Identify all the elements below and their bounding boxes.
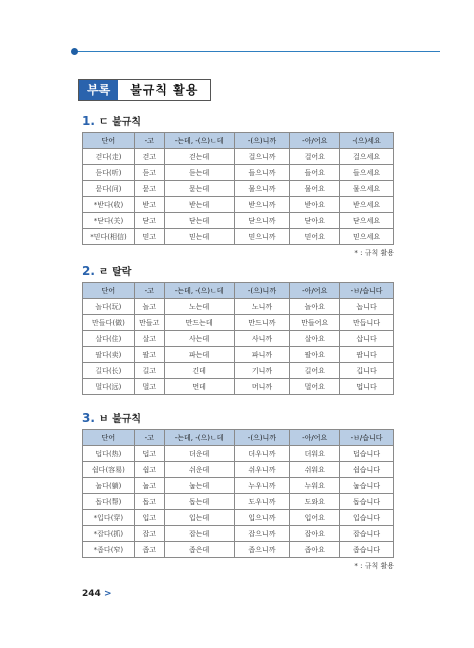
- table-row: [83, 526, 394, 542]
- table-row: [83, 379, 394, 395]
- header-cell: -(으)니까: [234, 283, 290, 299]
- table-cell: 멉니다: [340, 379, 394, 395]
- table-cell: 놀고: [134, 299, 164, 315]
- table-cell: 잡습니다: [340, 526, 394, 542]
- table-row: [83, 331, 394, 347]
- top-rule: [74, 51, 440, 52]
- table-cell: 닫으세요: [340, 213, 394, 229]
- table-cell: 덥습니다: [340, 446, 394, 462]
- header-cell: -고: [134, 430, 164, 446]
- word-cell: *입다(穿): [83, 510, 135, 526]
- table-cell: 받아요: [290, 197, 340, 213]
- table-cell: 쉬운데: [164, 462, 234, 478]
- word-cell: *좁다(窄): [83, 542, 135, 558]
- page-number-text: 244: [82, 589, 101, 599]
- table-cell: 더우니까: [234, 446, 290, 462]
- header-cell: -아/어요: [290, 283, 340, 299]
- table-cell: 믿으니까: [234, 229, 290, 245]
- table-cell: 잡으니까: [234, 526, 290, 542]
- table-cell: 팔고: [134, 347, 164, 363]
- header-cell: 단어: [83, 430, 135, 446]
- header-cell: -(으)니까: [234, 133, 290, 149]
- table-cell: 믿어요: [290, 229, 340, 245]
- table-cell: 닫고: [134, 213, 164, 229]
- table-cell: 받으니까: [234, 197, 290, 213]
- word-cell: *믿다(相信): [83, 229, 135, 245]
- section-number: 3.: [82, 411, 95, 425]
- section-title: [82, 264, 394, 278]
- table-cell: 놀아요: [290, 299, 340, 315]
- word-cell: 길다(长): [83, 363, 135, 379]
- table-row: [83, 446, 394, 462]
- table-cell: 돕는데: [164, 494, 234, 510]
- appendix-header: [78, 79, 211, 101]
- table-row: [83, 363, 394, 379]
- header-cell: -ㅂ/습니다: [340, 283, 394, 299]
- table-row: [83, 181, 394, 197]
- table-cell: 팝니다: [340, 347, 394, 363]
- section-number: 1.: [82, 114, 95, 128]
- table-cell: 들어요: [290, 165, 340, 181]
- table-header-row: [83, 430, 394, 446]
- table-cell: 받으세요: [340, 197, 394, 213]
- table-cell: 팔아요: [290, 347, 340, 363]
- table-row: [83, 299, 394, 315]
- table-cell: 쉬우니까: [234, 462, 290, 478]
- word-cell: 듣다(听): [83, 165, 135, 181]
- table-cell: 돕습니다: [340, 494, 394, 510]
- table-row: [83, 542, 394, 558]
- table-cell: 멀어요: [290, 379, 340, 395]
- word-cell: 놀다(玩): [83, 299, 135, 315]
- word-cell: 눕다(躺): [83, 478, 135, 494]
- table-row: [83, 213, 394, 229]
- table-cell: 누우니까: [234, 478, 290, 494]
- word-cell: 멀다(远): [83, 379, 135, 395]
- table-cell: 받고: [134, 197, 164, 213]
- table-cell: 눕는데: [164, 478, 234, 494]
- table-cell: 걸어요: [290, 149, 340, 165]
- table-row: [83, 315, 394, 331]
- table-cell: 만들어요: [290, 315, 340, 331]
- word-cell: 덥다(热): [83, 446, 135, 462]
- table-cell: 좁습니다: [340, 542, 394, 558]
- table-cell: 믿는데: [164, 229, 234, 245]
- table-cell: 도와요: [290, 494, 340, 510]
- table-cell: 노는데: [164, 299, 234, 315]
- table-cell: 눕고: [134, 478, 164, 494]
- table-cell: 쉽습니다: [340, 462, 394, 478]
- table-cell: 머니까: [234, 379, 290, 395]
- conjugation-table: [82, 132, 394, 245]
- table-cell: 쉬워요: [290, 462, 340, 478]
- table-cell: 입으니까: [234, 510, 290, 526]
- table-cell: 살아요: [290, 331, 340, 347]
- section-b-irregular: [82, 411, 394, 571]
- table-cell: 눕습니다: [340, 478, 394, 494]
- table-cell: 삽니다: [340, 331, 394, 347]
- word-cell: *잡다(抓): [83, 526, 135, 542]
- header-cell: -고: [134, 133, 164, 149]
- section-title-text: ㅂ 불규칙: [98, 414, 142, 425]
- table-cell: 긴데: [164, 363, 234, 379]
- section-title: [82, 411, 394, 425]
- table-cell: 듣는데: [164, 165, 234, 181]
- table-cell: 길고: [134, 363, 164, 379]
- table-cell: 듣고: [134, 165, 164, 181]
- table-cell: 사니까: [234, 331, 290, 347]
- table-cell: 쉽고: [134, 462, 164, 478]
- conjugation-table: [82, 282, 394, 395]
- table-cell: 덥고: [134, 446, 164, 462]
- table-cell: 걸으세요: [340, 149, 394, 165]
- top-rule-dot: [71, 48, 78, 55]
- regular-conjugation-note: * : 규칙 활용: [354, 562, 394, 570]
- table-cell: 좁은데: [164, 542, 234, 558]
- table-cell: 노니까: [234, 299, 290, 315]
- section-title-text: ㄷ 불규칙: [98, 117, 142, 128]
- header-cell: -는데, -(으)ㄴ데: [164, 430, 234, 446]
- table-cell: 잡는데: [164, 526, 234, 542]
- table-cell: 걸으니까: [234, 149, 290, 165]
- word-cell: 만들다(做): [83, 315, 135, 331]
- table-cell: 걷는데: [164, 149, 234, 165]
- header-cell: -(으)니까: [234, 430, 290, 446]
- table-cell: 입는데: [164, 510, 234, 526]
- header-cell: -는데, -(으)ㄴ데: [164, 133, 234, 149]
- table-cell: 물어요: [290, 181, 340, 197]
- word-cell: *닫다(关): [83, 213, 135, 229]
- appendix-title: 불규칙 활용: [118, 80, 210, 100]
- header-cell: -고: [134, 283, 164, 299]
- table-cell: 좁아요: [290, 542, 340, 558]
- section-d-irregular: [82, 114, 394, 258]
- section-title-text: ㄹ 탈락: [98, 267, 132, 278]
- table-row: [83, 197, 394, 213]
- table-cell: 묻고: [134, 181, 164, 197]
- table-cell: 길어요: [290, 363, 340, 379]
- table-cell: 믿으세요: [340, 229, 394, 245]
- table-cell: 좁으니까: [234, 542, 290, 558]
- table-cell: 누워요: [290, 478, 340, 494]
- table-row: [83, 510, 394, 526]
- table-cell: 믿고: [134, 229, 164, 245]
- table-cell: 닫는데: [164, 213, 234, 229]
- appendix-tag: 부록: [79, 80, 118, 100]
- word-cell: 묻다(问): [83, 181, 135, 197]
- table-row: [83, 494, 394, 510]
- page-number: [82, 589, 111, 599]
- header-cell: -아/어요: [290, 430, 340, 446]
- word-cell: 살다(住): [83, 331, 135, 347]
- table-cell: 만들고: [134, 315, 164, 331]
- conjugation-table: [82, 429, 394, 558]
- table-cell: 닫아요: [290, 213, 340, 229]
- table-row: [83, 478, 394, 494]
- table-cell: 파는데: [164, 347, 234, 363]
- page-arrow-icon: >: [103, 589, 112, 599]
- table-cell: 돕고: [134, 494, 164, 510]
- table-cell: 잡아요: [290, 526, 340, 542]
- table-cell: 파니까: [234, 347, 290, 363]
- table-cell: 입고: [134, 510, 164, 526]
- header-cell: -는데, -(으)ㄴ데: [164, 283, 234, 299]
- table-header-row: [83, 283, 394, 299]
- table-cell: 더워요: [290, 446, 340, 462]
- table-cell: 들으니까: [234, 165, 290, 181]
- table-row: [83, 462, 394, 478]
- table-cell: 먼데: [164, 379, 234, 395]
- table-cell: 살고: [134, 331, 164, 347]
- word-cell: 걷다(走): [83, 149, 135, 165]
- word-cell: 팔다(卖): [83, 347, 135, 363]
- table-cell: 잡고: [134, 526, 164, 542]
- table-cell: 좁고: [134, 542, 164, 558]
- section-number: 2.: [82, 264, 95, 278]
- regular-conjugation-note: * : 규칙 활용: [354, 249, 394, 257]
- table-cell: 만드는데: [164, 315, 234, 331]
- table-row: [83, 165, 394, 181]
- table-row: [83, 149, 394, 165]
- table-row: [83, 229, 394, 245]
- table-cell: 사는데: [164, 331, 234, 347]
- table-cell: 물으니까: [234, 181, 290, 197]
- header-cell: -ㅂ/습니다: [340, 430, 394, 446]
- header-cell: 단어: [83, 283, 135, 299]
- table-cell: 도우니까: [234, 494, 290, 510]
- section-title: [82, 114, 394, 128]
- table-cell: 물으세요: [340, 181, 394, 197]
- table-cell: 걷고: [134, 149, 164, 165]
- section-l-elision: [82, 264, 394, 395]
- table-cell: 입습니다: [340, 510, 394, 526]
- table-cell: 받는데: [164, 197, 234, 213]
- table-cell: 놉니다: [340, 299, 394, 315]
- table-cell: 멀고: [134, 379, 164, 395]
- word-cell: 돕다(帮): [83, 494, 135, 510]
- table-cell: 깁니다: [340, 363, 394, 379]
- table-cell: 기니까: [234, 363, 290, 379]
- table-cell: 더운데: [164, 446, 234, 462]
- table-cell: 입어요: [290, 510, 340, 526]
- header-cell: 단어: [83, 133, 135, 149]
- table-row: [83, 347, 394, 363]
- table-header-row: [83, 133, 394, 149]
- table-cell: 들으세요: [340, 165, 394, 181]
- header-cell: -(으)세요: [340, 133, 394, 149]
- table-cell: 만드니까: [234, 315, 290, 331]
- header-cell: -아/어요: [290, 133, 340, 149]
- word-cell: *받다(收): [83, 197, 135, 213]
- table-cell: 닫으니까: [234, 213, 290, 229]
- table-cell: 묻는데: [164, 181, 234, 197]
- word-cell: 쉽다(容易): [83, 462, 135, 478]
- table-cell: 만듭니다: [340, 315, 394, 331]
